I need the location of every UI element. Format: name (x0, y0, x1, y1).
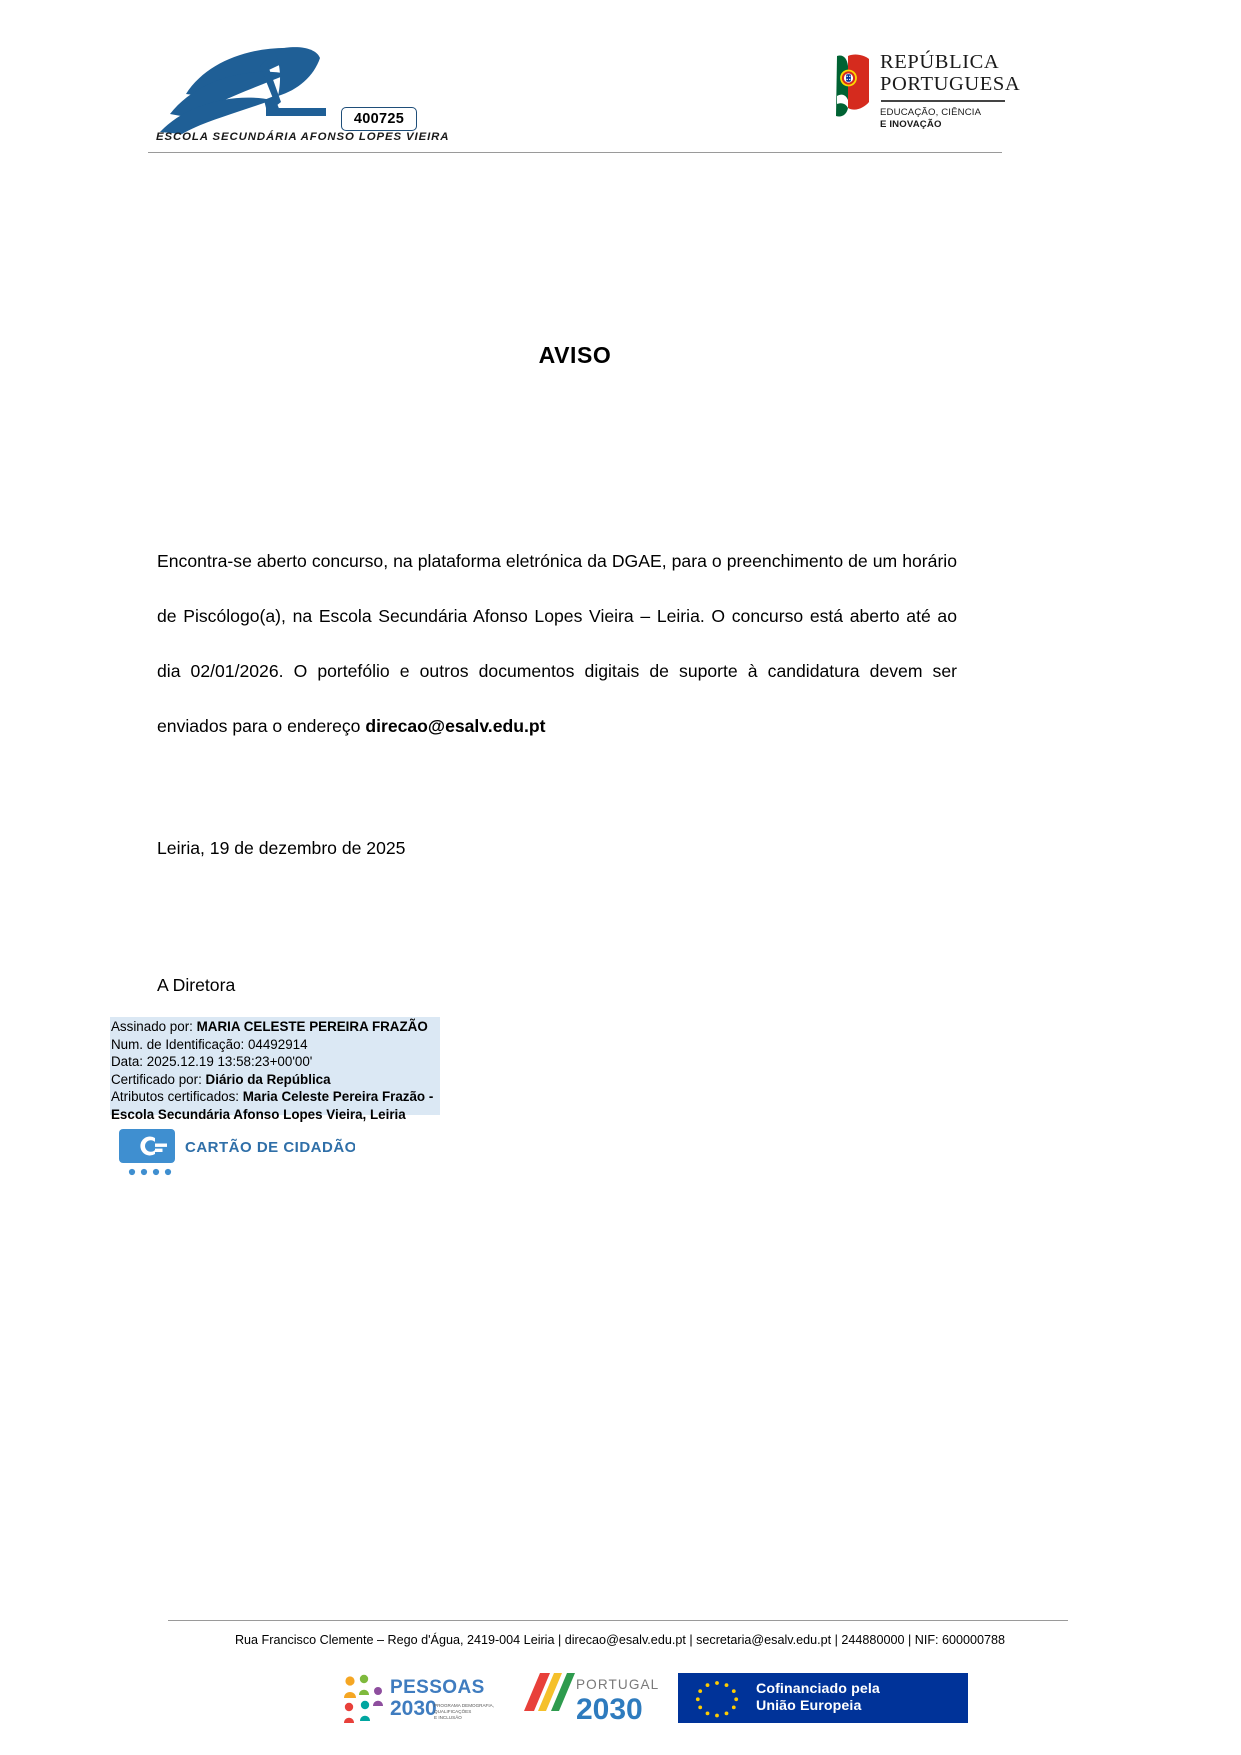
signature-signed-by-label: Assinado por: (111, 1019, 193, 1034)
pessoas-2030-logo (338, 1671, 498, 1727)
eu-caption-line2: União Europeia (756, 1698, 862, 1714)
signature-certified-label: Certificado por: (111, 1071, 202, 1087)
svg-text:2030: 2030 (390, 1697, 437, 1720)
republica-portuguesa-logo (833, 51, 1021, 142)
signature-id-value: 04492914 (247, 1036, 308, 1052)
signature-date-row (111, 1053, 531, 1071)
svg-text:PORTUGAL: PORTUGAL (576, 1677, 660, 1692)
portugal-flag-icon (833, 52, 873, 120)
svg-text:ESCOLA SECUNDÁRIA AFONSO LOPES: ESCOLA SECUNDÁRIA AFONSO LOPES VIEIRA (156, 131, 450, 143)
header-divider (148, 152, 1002, 153)
svg-text:PROGRAMA DEMOGRAFIA,: PROGRAMA DEMOGRAFIA, (434, 1703, 494, 1708)
signature-attributes-label: Atributos certificados: (111, 1089, 240, 1105)
svg-text:2030: 2030 (576, 1693, 643, 1726)
european-union-flag-icon (678, 1673, 756, 1723)
republica-line1: REPÚBLICA (880, 51, 1000, 73)
school-code-badge: 400725 (341, 107, 417, 131)
escola-secundaria-afonso-lopes-vieira-logo (148, 36, 458, 148)
notice-paragraph-text: Encontra-se aberto concurso, na plataforma eletrónica da DGAE, para o preenchimento de um horário de Piscólogo(a), na Escola Secundária Afonso Lopes Vieira – Leiria. O concurso está aberto até ao dia 02/01/2026. O portefólio e outros documentos digitais de suporte à candidatura devem ser enviados para o endereço (157, 551, 957, 736)
signature-attributes-value-line2: Escola Secundária Afonso Lopes Vieira, Leiria (111, 1106, 406, 1122)
page-title: AVISO (538, 342, 612, 368)
cartao-de-cidadao-logo (115, 1127, 355, 1179)
republica-divider (881, 100, 1005, 101)
svg-text:CARTÃO DE CIDADÃO: CARTÃO DE CIDADÃO (185, 1139, 355, 1156)
signature-signed-by-value: MARIA CELESTE PEREIRA FRAZÃO (196, 1019, 428, 1034)
eu-caption-line1: Cofinanciado pela (756, 1680, 880, 1697)
svg-text:PESSOAS: PESSOAS (390, 1677, 485, 1698)
ministry-line2: E INOVAÇÃO (880, 119, 942, 130)
signer-role: A Diretora (157, 975, 236, 995)
footer-logos (148, 1665, 1092, 1749)
republica-line2: PORTUGUESA (880, 72, 1021, 95)
signature-date-value: 2025.12.19 13:58:23+00'00' (146, 1054, 313, 1070)
signature-attributes-row-2 (111, 1106, 531, 1124)
svg-text:E INCLUSÃO: E INCLUSÃO (434, 1715, 462, 1720)
footer-divider (168, 1620, 1068, 1621)
svg-text:QUALIFICAÇÕES: QUALIFICAÇÕES (434, 1709, 472, 1714)
signature-date-label: Data: (111, 1054, 144, 1070)
signature-id-row (111, 1036, 531, 1054)
signature-id-label: Num. de Identificação: (111, 1036, 245, 1052)
portugal-2030-logo (518, 1667, 668, 1729)
digital-signature-stamp (110, 1012, 540, 1192)
footer-contact-line: Rua Francisco Clemente – Rego d'Água, 2419-004 Leiria | direcao@esalv.edu.pt | secretaria@esalv.edu.pt | 244880000 | NIF: 600000788 (234, 1633, 1006, 1647)
place-and-date: Leiria, 19 de dezembro de 2025 (157, 838, 406, 858)
european-union-cofunding-logo (678, 1673, 968, 1725)
ministry-line1: EDUCAÇÃO, CIÊNCIA (880, 106, 982, 118)
signature-certified-row (111, 1071, 531, 1089)
document-header (0, 0, 1241, 160)
signature-details (111, 1018, 531, 1124)
signature-attributes-row (111, 1088, 531, 1106)
contact-email: direcao@esalv.edu.pt (365, 716, 546, 736)
notice-paragraph (157, 534, 957, 754)
signature-signed-by-row (111, 1018, 531, 1036)
signature-certified-value: Diário da República (205, 1071, 331, 1087)
signature-attributes-value-line1: Maria Celeste Pereira Frazão - (242, 1089, 434, 1105)
